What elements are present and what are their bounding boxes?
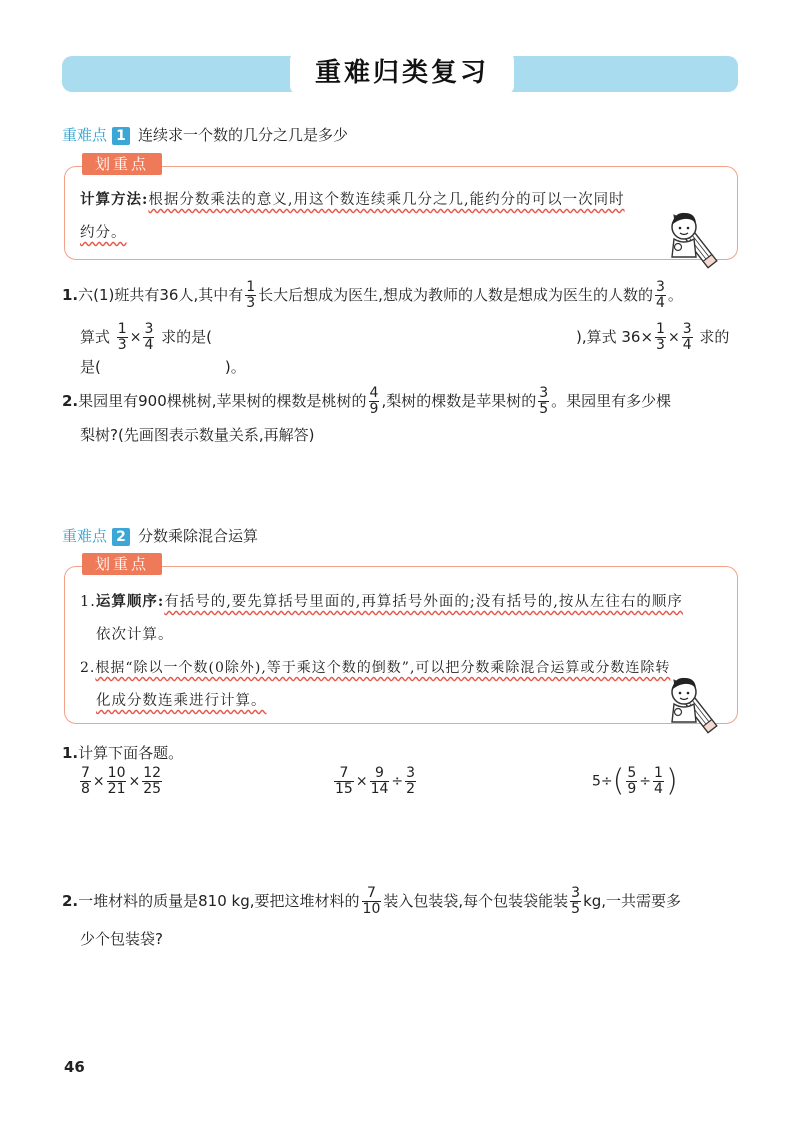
denominator: 8 [81,781,90,797]
fraction [142,766,162,797]
fraction [80,766,91,797]
question-text: 果园里有900棵桃树,苹果树的棵数是桃树的 [78,392,367,410]
rule-2-line-1: 根据“除以一个数(0除外),等于乘这个数的倒数”,可以把分数乘除混合运算或分数连除转 [95,660,671,676]
key-point-label: 重难点 [62,126,108,144]
question-text: ),算式 36× [576,328,654,346]
question-text: kg,一共需要多 [583,892,682,910]
question-text: 求的是( [161,328,213,346]
denominator: 4 [654,781,663,797]
page-number: 46 [64,1058,85,1076]
question-2 [62,386,762,417]
boy-with-pencil-icon [664,670,730,738]
key-point-title: 分数乘除混合运算 [138,527,259,545]
rule-number: 1. [80,594,96,610]
fraction [362,886,382,917]
question-text: 。 [667,286,683,304]
numerator: 3 [539,385,549,401]
numerator: 1 [656,321,665,337]
rule-label: 运算顺序: [95,593,165,610]
boy-with-pencil-icon [664,205,730,273]
denominator: 25 [143,781,162,797]
expression-3 [592,763,678,799]
denominator: 3 [656,337,665,353]
fraction [405,766,416,797]
operator: ÷ [391,773,404,790]
question-1 [62,280,762,311]
denominator: 4 [655,295,665,311]
fraction [655,280,666,311]
numerator: 5 [627,765,637,781]
question-text: 求的 [699,328,730,346]
numerator: 7 [81,765,90,781]
question-4-line-2: 少个包装袋? [80,930,163,948]
question-2-line-2: 梨树?(先画图表示数量关系,再解答) [80,426,315,444]
denominator: 9 [627,781,637,797]
denominator: 9 [369,401,379,417]
question-text: 一堆材料的质量是810 kg,要把这堆材料的 [78,892,360,910]
key-point-1-heading [62,124,348,145]
fraction [682,322,693,353]
method-label: 计算方法: [80,191,149,208]
rule-1-line-1: 有括号的,要先算括号里面的,再算括号外面的;没有括号的,按从左往右的顺序 [164,594,683,610]
question-3-title [62,738,183,768]
numerator: 1 [117,321,127,337]
denominator: 5 [539,401,549,417]
operator: × [128,773,141,790]
key-point-label: 重难点 [62,527,108,545]
fraction [245,280,256,311]
numerator: 3 [144,321,154,337]
question-number: 2. [62,392,79,410]
answer-area-q2[interactable] [62,452,738,512]
denominator: 3 [246,295,256,311]
numerator: 7 [334,766,354,782]
fraction [570,886,581,917]
operator: × [92,773,105,790]
fraction [107,766,127,797]
key-point-title: 连续求一个数的几分之几是多少 [138,126,349,144]
expression-2 [332,766,418,797]
right-paren: ) [665,763,678,799]
numerator: 4 [369,385,379,401]
rule-number: 2. [80,660,96,676]
fraction [334,766,354,797]
question-text: 计算下面各题。 [78,744,184,762]
section-title: 重难归类复习 [290,52,514,94]
question-1-line-2-right [576,322,746,353]
fraction [143,322,154,353]
key-tag: 划重点 [82,553,162,575]
denominator: 21 [107,781,126,797]
denominator: 14 [370,781,389,797]
key-point-number: 2 [112,528,130,546]
numerator: 10 [107,765,126,781]
rules-text [80,585,740,718]
fraction [538,386,549,417]
question-4 [62,886,782,917]
rule-1-line-2: 依次计算。 [96,627,174,643]
answer-area-q4[interactable] [62,960,738,1060]
fraction [369,386,380,417]
denominator: 3 [117,337,127,353]
method-line-1: 根据分数乘法的意义,用这个数连续乘几分之几,能约分的可以一次同时 [148,192,625,208]
left-paren: ( [612,763,625,799]
denominator: 4 [682,337,692,353]
fraction [655,322,666,353]
numerator: 12 [143,765,162,781]
denominator: 4 [144,337,154,353]
key-point-number: 1 [112,127,130,145]
numerator: 3 [571,885,581,901]
question-text: 是( [80,358,101,376]
fraction [626,766,637,797]
numerator: 1 [654,765,663,781]
question-text: 六(1)班共有36人,其中有 [78,286,244,304]
question-1-line-3 [80,352,246,382]
key-point-2-heading [62,525,258,546]
question-number: 2. [62,892,79,910]
operator: ÷ [639,773,652,790]
numerator: 1 [246,279,256,295]
numerator: 9 [370,766,390,782]
numerator: 3 [682,321,692,337]
denominator: 2 [406,781,416,797]
denominator: 10 [362,901,381,917]
question-text: 长大后想成为医生,想成为教师的人数是想成为医生的人数的 [258,286,653,304]
method-line-2: 约分。 [80,225,127,241]
answer-area-q3[interactable] [62,812,738,876]
question-number: 1. [62,744,79,762]
expression-1 [78,766,164,797]
question-text: 算式 [80,328,111,346]
question-text: ,梨树的棵数是苹果树的 [381,392,537,410]
key-tag: 划重点 [82,153,162,175]
answer-blank-1[interactable] [240,348,564,349]
rule-2-line-2: 化成分数连乘进行计算。 [96,693,267,709]
times-sign: × [667,329,680,346]
method-text [80,183,680,250]
question-text: 装入包装袋,每个包装袋能装 [383,892,569,910]
numerator: 3 [655,279,665,295]
fraction [653,766,664,797]
times-sign: × [129,329,142,346]
fraction [370,766,390,797]
numerator: 3 [406,765,416,781]
denominator: 15 [335,781,353,797]
operator: 5÷ [592,773,613,790]
question-text: )。 [224,358,246,376]
question-number: 1. [62,286,79,304]
fraction [117,322,128,353]
denominator: 5 [571,901,581,917]
numerator: 7 [362,886,382,902]
operator: × [355,773,368,790]
question-text: 。果园里有多少棵 [551,392,672,410]
